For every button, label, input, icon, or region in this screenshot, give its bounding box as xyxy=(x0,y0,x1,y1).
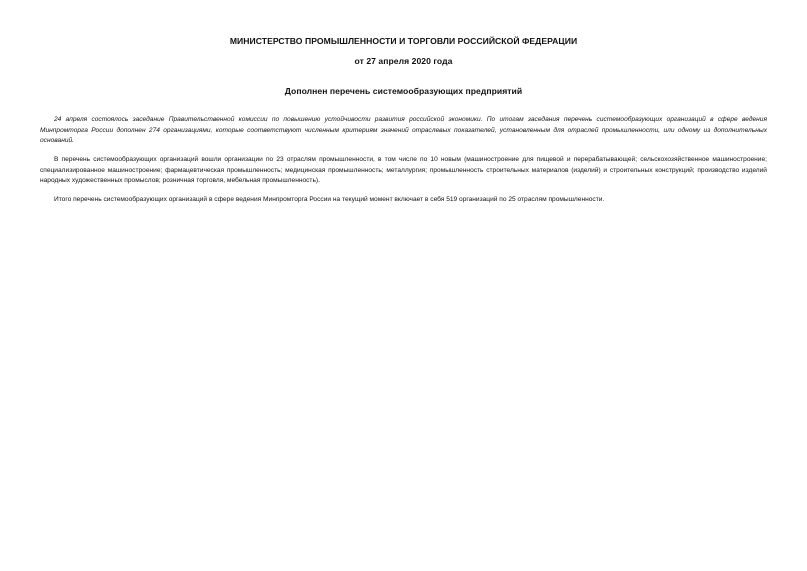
paragraph-industries-list: В перечень системообразующих организаций вошли организации по 23 отраслям промышленности, в том числе по 10 новым (машиностроение для пищевой и перерабатывающей; сельскохозяйственное машиностроение; специализированное машиностроение; фармацевтическая промышленность; медицинская промышленность; металлургия; промышленность строительных материалов (изделий) и строительных конструкций; производство изделий народных художественных промыслов; розничная торговля, мебельная промышленность). xyxy=(40,156,767,185)
document-date: от 27 апреля 2020 года xyxy=(354,56,453,66)
document-heading: Дополнен перечень системообразующих предприятий xyxy=(284,86,523,96)
paragraph-meeting-summary: 24 апреля состоялось заседание Правительственной комиссии по повышению устойчивости развития российской экономики. По итогам заседания перечень системообразующих организаций в сфере ведения Минпромторга России дополнен 274 организациями, которые соответствуют численным критериям значений отраслевых показателей, установленным для отраслей промышленности, или одному из дополнительных оснований. xyxy=(40,116,767,145)
ministry-title: МИНИСТЕРСТВО ПРОМЫШЛЕННОСТИ И ТОРГОВЛИ РОССИЙСКОЙ ФЕДЕРАЦИИ xyxy=(229,36,578,46)
paragraph-total-count: Итого перечень системообразующих организаций в сфере ведения Минпромторга России на текущий момент включает в себя 519 организаций по 25 отраслям промышленности. xyxy=(54,196,605,203)
